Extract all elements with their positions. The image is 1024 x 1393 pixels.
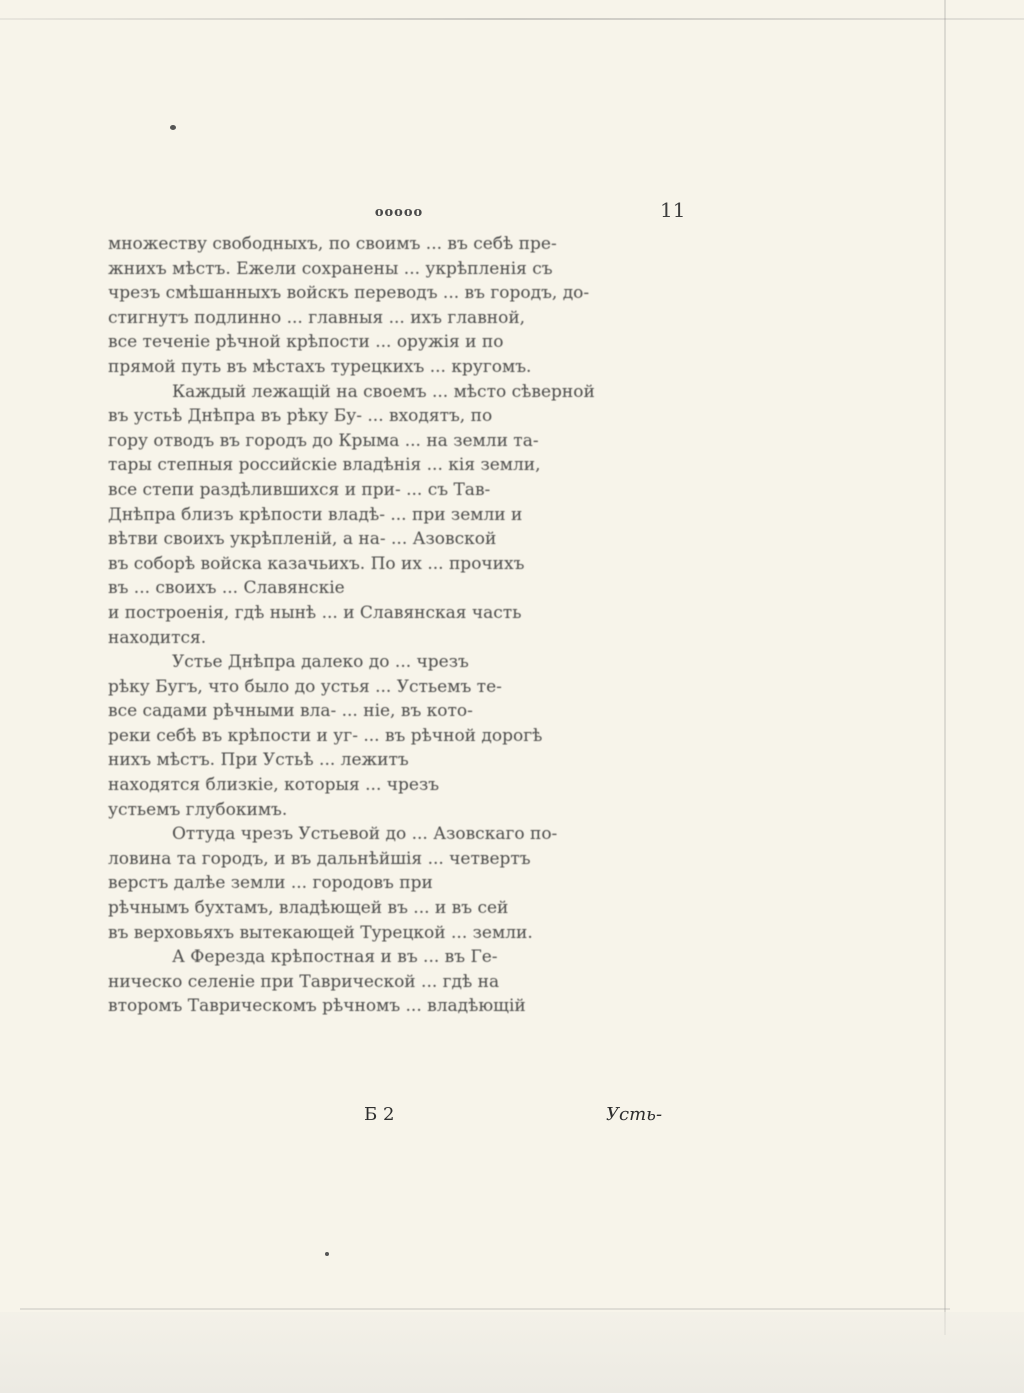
text-line: рѣчнымъ бухтамъ, владѣющей въ ... и въ сей	[108, 898, 509, 919]
text-line: все садами рѣчными вла- ... ніе, въ кото-	[108, 701, 473, 722]
text-line: Каждый лежащій на своемъ ... мѣсто сѣверной	[172, 381, 595, 402]
scan-right-edge	[944, 0, 946, 1335]
text-line: все степи раздѣлившихся и при- ... съ Тав-	[108, 479, 491, 500]
text-line: А Ферезда крѣпостная и въ ... въ Ге-	[172, 947, 498, 968]
text-line: въ соборѣ войска казачьихъ. По их ... прочихъ	[108, 553, 525, 574]
printer-signature-mark: Б 2	[364, 1104, 395, 1125]
text-line: и построенія, гдѣ нынѣ ... и Славянская часть	[108, 602, 522, 623]
text-line: ническо селеніе при Таврической ... гдѣ на	[108, 971, 500, 992]
text-line: стигнутъ подлинно ... главныя ... ихъ главной,	[108, 307, 526, 328]
text-line: ловина та городъ, и въ дальнѣйшія ... четвертъ	[108, 848, 531, 869]
text-line: второмъ Таврическомъ рѣчномъ ... владѣющій	[108, 996, 526, 1017]
text-line: вѣтви своихъ укрѣпленій, а на- ... Азовской	[108, 529, 497, 550]
text-line: рѣку Бугъ, что было до устья ... Устьемъ те-	[108, 676, 502, 697]
text-line: множеству свободныхъ, по своимъ ... въ себѣ пре-	[108, 234, 557, 254]
text-line: Устье Днѣпра далеко до ... чрезъ	[172, 652, 469, 673]
text-line: жнихъ мѣстъ. Ежели сохранены ... укрѣпленія съ	[108, 258, 553, 279]
text-line: находится.	[108, 627, 207, 648]
text-line: верстъ далѣе земли ... городовъ при	[108, 873, 433, 894]
text-line: Оттуда чрезъ Устьевой до ... Азовскаго по-	[172, 824, 558, 845]
scan-bottom-shadow	[0, 1312, 1024, 1393]
text-line: чрезъ смѣшанныхъ войскъ переводъ ... въ городъ, до-	[108, 283, 590, 304]
text-line: прямой путь въ мѣстахъ турецкихъ ... кругомъ.	[108, 356, 532, 377]
body-text	[108, 232, 694, 1019]
text-line: гору отводъ въ городъ до Крыма ... на земли та-	[108, 430, 539, 451]
ink-speck	[170, 125, 176, 130]
text-line: въ верховьяхъ вытекающей Турецкой ... земли.	[108, 922, 533, 943]
scan-bottom-edge	[20, 1308, 950, 1310]
catchword: Усть-	[606, 1104, 663, 1125]
ink-speck	[325, 1252, 329, 1256]
text-line: устьемъ глубокимъ.	[108, 799, 288, 820]
text-line: все теченіе рѣчной крѣпости ... оружія и по	[108, 332, 504, 353]
text-line: находятся близкіе, которыя ... чрезъ	[108, 775, 440, 796]
text-line: реки себѣ въ крѣпости и уг- ... въ рѣчной дорогѣ	[108, 725, 543, 746]
text-line: въ ... своихъ ... Славянскіе	[108, 578, 345, 599]
text-line: въ устьѣ Днѣпра въ рѣку Бу- ... входятъ, по	[108, 406, 493, 427]
running-head-ornament: ooooo	[374, 205, 424, 220]
text-line: нихъ мѣстъ. При Устьѣ ... лежитъ	[108, 750, 409, 771]
scan-top-edge	[0, 18, 1024, 20]
page-number: 11	[660, 198, 686, 222]
text-line: Днѣпра близъ крѣпости владѣ- ... при земли и	[108, 504, 523, 525]
text-line: тары степныя российскіе владѣнія ... кія земли,	[108, 455, 541, 476]
